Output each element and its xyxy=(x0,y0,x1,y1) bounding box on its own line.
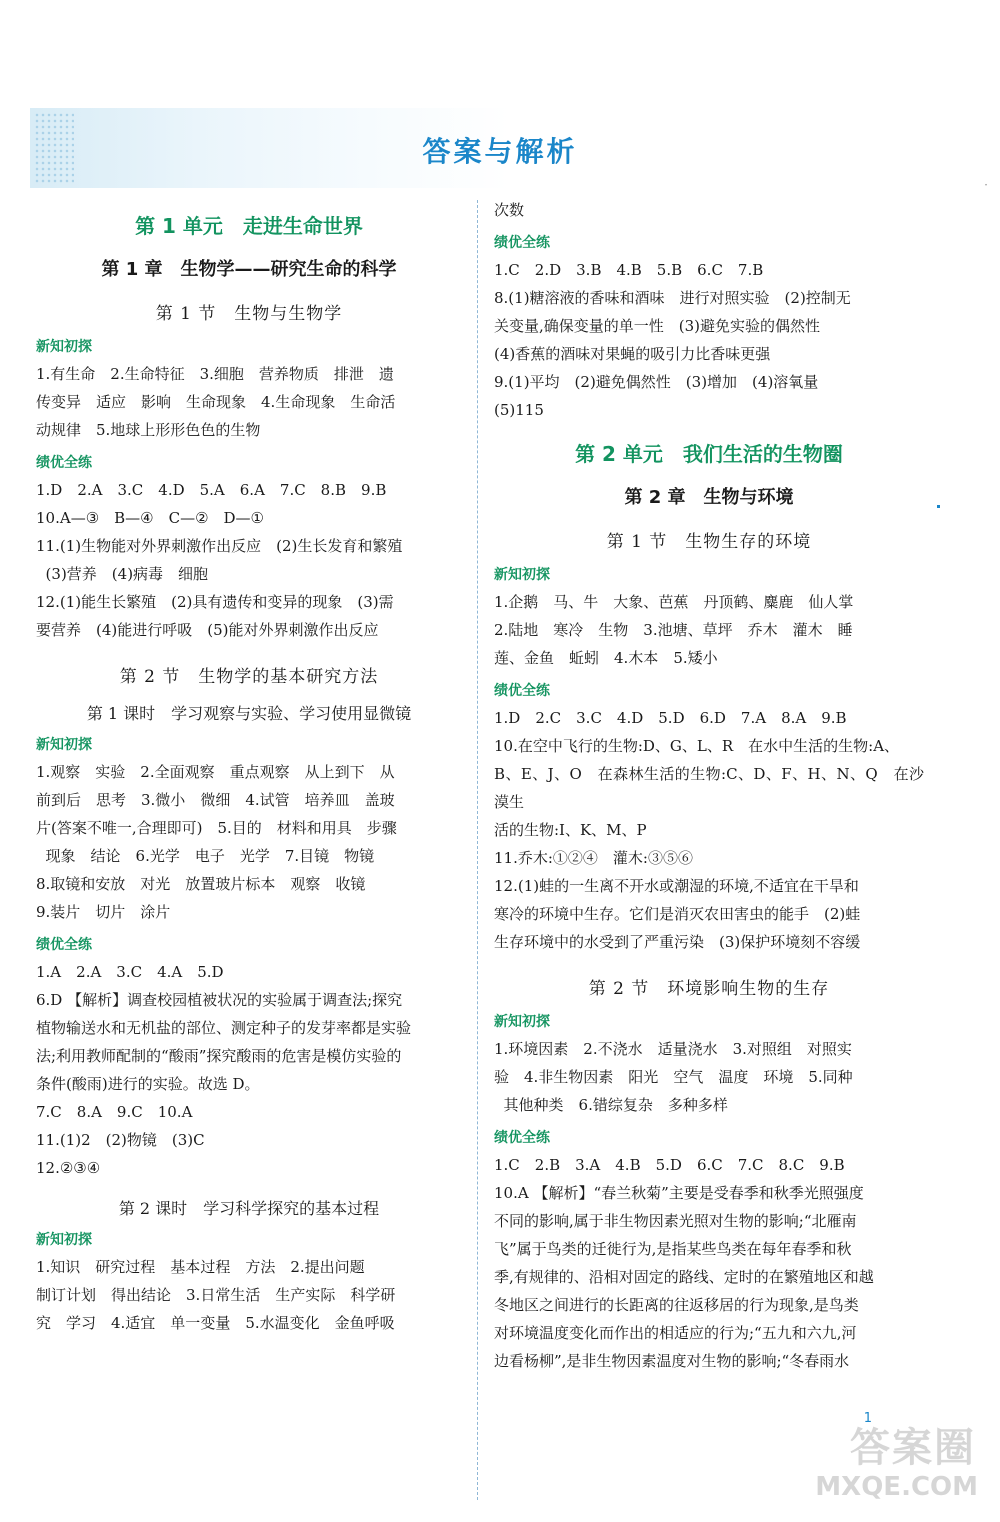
answer-line: 对环境温度变化而作出的相适应的行为;“五九和六九,河 xyxy=(494,1324,857,1342)
answer-line: 活的生物:I、K、M、P xyxy=(494,821,647,839)
left-column xyxy=(36,196,462,1337)
answer-line: 冬地区之间进行的长距离的往返移居的行为现象,是鸟类 xyxy=(494,1296,859,1314)
answer-line: 其他种类 6.错综复杂 多种多样 xyxy=(494,1096,728,1114)
answer-line: (5)115 xyxy=(494,401,544,419)
label-practice: 绩优全练 xyxy=(494,1130,550,1146)
answer-line: 10.A 【解析】“春兰秋菊”主要是受春季和秋季光照强度 xyxy=(494,1184,864,1202)
answer-line: 究 学习 4.适宜 单一变量 5.水温变化 金鱼呼吸 xyxy=(36,1314,395,1332)
answer-line: 12.②③④ xyxy=(36,1159,101,1177)
answer-line: 7.C 8.A 9.C 10.A xyxy=(36,1103,193,1121)
answer-line: 1.企鹅 马、牛 大象、芭蕉 丹顶鹤、麋鹿 仙人掌 xyxy=(494,593,854,611)
label-practice: 绩优全练 xyxy=(36,455,92,471)
answer-line: 11.(1)2 (2)物镜 (3)C xyxy=(36,1131,205,1149)
answer-line: 9.装片 切片 涂片 xyxy=(36,903,171,921)
answer-line: 1.观察 实验 2.全面观察 重点观察 从上到下 从 xyxy=(36,763,395,781)
answer-line: 制订计划 得出结论 3.日常生活 生产实际 科学研 xyxy=(36,1286,396,1304)
answer-line: 1.环境因素 2.不浇水 适量浇水 3.对照组 对照实 xyxy=(494,1040,852,1058)
answer-line: 莲、金鱼 蚯蚓 4.木本 5.矮小 xyxy=(494,649,718,667)
answer-line: 季,有规律的、沿相对固定的路线、定时的在繁殖地区和越 xyxy=(494,1268,874,1286)
page-number: 1 xyxy=(863,1411,872,1426)
answer-line: 8.取镜和安放 对光 放置玻片标本 观察 收镜 xyxy=(36,875,366,893)
corner-mark: · xyxy=(984,178,988,192)
label-new-knowledge: 新知初探 xyxy=(36,737,92,753)
section-heading: 第 2 节 生物学的基本研究方法 xyxy=(119,667,379,687)
answer-line: 前到后 思考 3.微小 微细 4.试管 培养皿 盖玻 xyxy=(36,791,395,809)
answer-line: 11.(1)生物能对外界刺激作出反应 (2)生长发育和繁殖 xyxy=(36,537,403,555)
blue-dot-mark xyxy=(937,505,940,508)
column-divider xyxy=(477,200,478,1500)
answer-line: 12.(1)蛙的一生离不开水或潮湿的环境,不适宜在干旱和 xyxy=(494,877,859,895)
answer-line: (3)营养 (4)病毒 细胞 xyxy=(36,565,209,583)
answer-line: 6.D 【解析】调查校园植被状况的实验属于调查法;探究 xyxy=(36,991,403,1009)
answer-line: 飞”属于鸟类的迁徙行为,是指某些鸟类在每年春季和秋 xyxy=(494,1240,852,1258)
answer-line: (4)香蕉的酒味对果蝇的吸引力比香味更强 xyxy=(494,345,771,363)
chapter-heading: 第 2 章 生物与环境 xyxy=(624,487,794,508)
answer-line: 1.C 2.B 3.A 4.B 5.D 6.C 7.C 8.C 9.B xyxy=(494,1156,845,1174)
answer-line: 传变异 适应 影响 生命现象 4.生命现象 生命活 xyxy=(36,393,396,411)
answer-line: 1.有生命 2.生命特征 3.细胞 营养物质 排泄 遗 xyxy=(36,365,394,383)
chapter-heading: 第 1 章 生物学——研究生命的科学 xyxy=(101,259,397,280)
answer-line: 片(答案不唯一,合理即可) 5.目的 材料和用具 步骤 xyxy=(36,819,397,837)
label-new-knowledge: 新知初探 xyxy=(494,1014,550,1030)
answer-line: B、E、J、O 在森林生活的生物:C、D、F、H、N、Q 在沙漠生 xyxy=(494,765,924,811)
answer-line: 12.(1)能生长繁殖 (2)具有遗传和变异的现象 (3)需 xyxy=(36,593,394,611)
answer-line: 植物输送水和无机盐的部位、测定种子的发芽率都是实验 xyxy=(36,1019,412,1037)
watermark-text: 答案圈 xyxy=(850,1425,976,1471)
label-practice: 绩优全练 xyxy=(494,683,550,699)
answer-line: 动规律 5.地球上形形色色的生物 xyxy=(36,421,261,439)
answer-line: 现象 结论 6.光学 电子 光学 7.目镜 物镜 xyxy=(36,847,375,865)
label-practice: 绩优全练 xyxy=(494,235,550,251)
label-new-knowledge: 新知初探 xyxy=(36,339,92,355)
answer-line: 寒冷的环境中生存。它们是消灭农田害虫的能手 (2)蛙 xyxy=(494,905,861,923)
answer-line: 2.陆地 寒冷 生物 3.池塘、草坪 乔木 灌木 睡 xyxy=(494,621,853,639)
answer-line: 生存环境中的水受到了严重污染 (3)保护环境刻不容缓 xyxy=(494,933,861,951)
section-heading: 第 1 节 生物与生物学 xyxy=(155,304,343,324)
label-new-knowledge: 新知初探 xyxy=(36,1232,92,1248)
answer-line: 1.知识 研究过程 基本过程 方法 2.提出问题 xyxy=(36,1258,365,1276)
answer-line: 9.(1)平均 (2)避免偶然性 (3)增加 (4)溶氧量 xyxy=(494,373,819,391)
answer-line: 法;利用教师配制的“酸雨”探究酸雨的危害是模仿实验的 xyxy=(36,1047,402,1065)
answer-line: 1.A 2.A 3.C 4.A 5.D xyxy=(36,963,224,981)
answer-line: 1.C 2.D 3.B 4.B 5.B 6.C 7.B xyxy=(494,261,764,279)
answer-line: 关变量,确保变量的单一性 (3)避免实验的偶然性 xyxy=(494,317,821,335)
label-practice: 绩优全练 xyxy=(36,937,92,953)
answer-line: 条件(酸雨)进行的实验。故选 D。 xyxy=(36,1075,260,1093)
section-heading: 第 2 节 环境影响生物的生存 xyxy=(588,979,830,999)
answer-line: 验 4.非生物因素 阳光 空气 温度 环境 5.同种 xyxy=(494,1068,853,1086)
lesson-heading: 第 2 课时 学习科学探究的基本过程 xyxy=(118,1199,380,1218)
answer-line: 8.(1)糖溶液的香味和酒味 进行对照实验 (2)控制无 xyxy=(494,289,851,307)
answer-line: 次数 xyxy=(494,201,525,219)
unit-heading: 第 2 单元 我们生活的生物圈 xyxy=(575,442,843,466)
watermark-logo xyxy=(806,1410,984,1510)
answer-line: 边看杨柳”,是非生物因素温度对生物的影响;“冬春雨水 xyxy=(494,1352,850,1370)
watermark-url: MXQE.COM xyxy=(815,1472,978,1502)
label-new-knowledge: 新知初探 xyxy=(494,567,550,583)
section-heading: 第 1 节 生物生存的环境 xyxy=(606,532,812,552)
answer-line: 10.在空中飞行的生物:D、G、L、R 在水中生活的生物:A、 xyxy=(494,737,900,755)
right-column xyxy=(494,196,924,1375)
page-title: 答案与解析 xyxy=(422,135,578,168)
answer-line: 10.A—③ B—④ C—② D—① xyxy=(36,509,265,527)
answer-line: 1.D 2.C 3.C 4.D 5.D 6.D 7.A 8.A 9.B xyxy=(494,709,847,727)
answer-line: 要营养 (4)能进行呼吸 (5)能对外界刺激作出反应 xyxy=(36,621,379,639)
answer-line: 11.乔木:①②④ 灌木:③⑤⑥ xyxy=(494,849,693,867)
unit-heading: 第 1 单元 走进生命世界 xyxy=(135,214,363,238)
lesson-heading: 第 1 课时 学习观察与实验、学习使用显微镜 xyxy=(86,704,412,723)
answer-line: 不同的影响,属于非生物因素光照对生物的影响;“北雁南 xyxy=(494,1212,857,1230)
answer-line: 1.D 2.A 3.C 4.D 5.A 6.A 7.C 8.B 9.B xyxy=(36,481,387,499)
